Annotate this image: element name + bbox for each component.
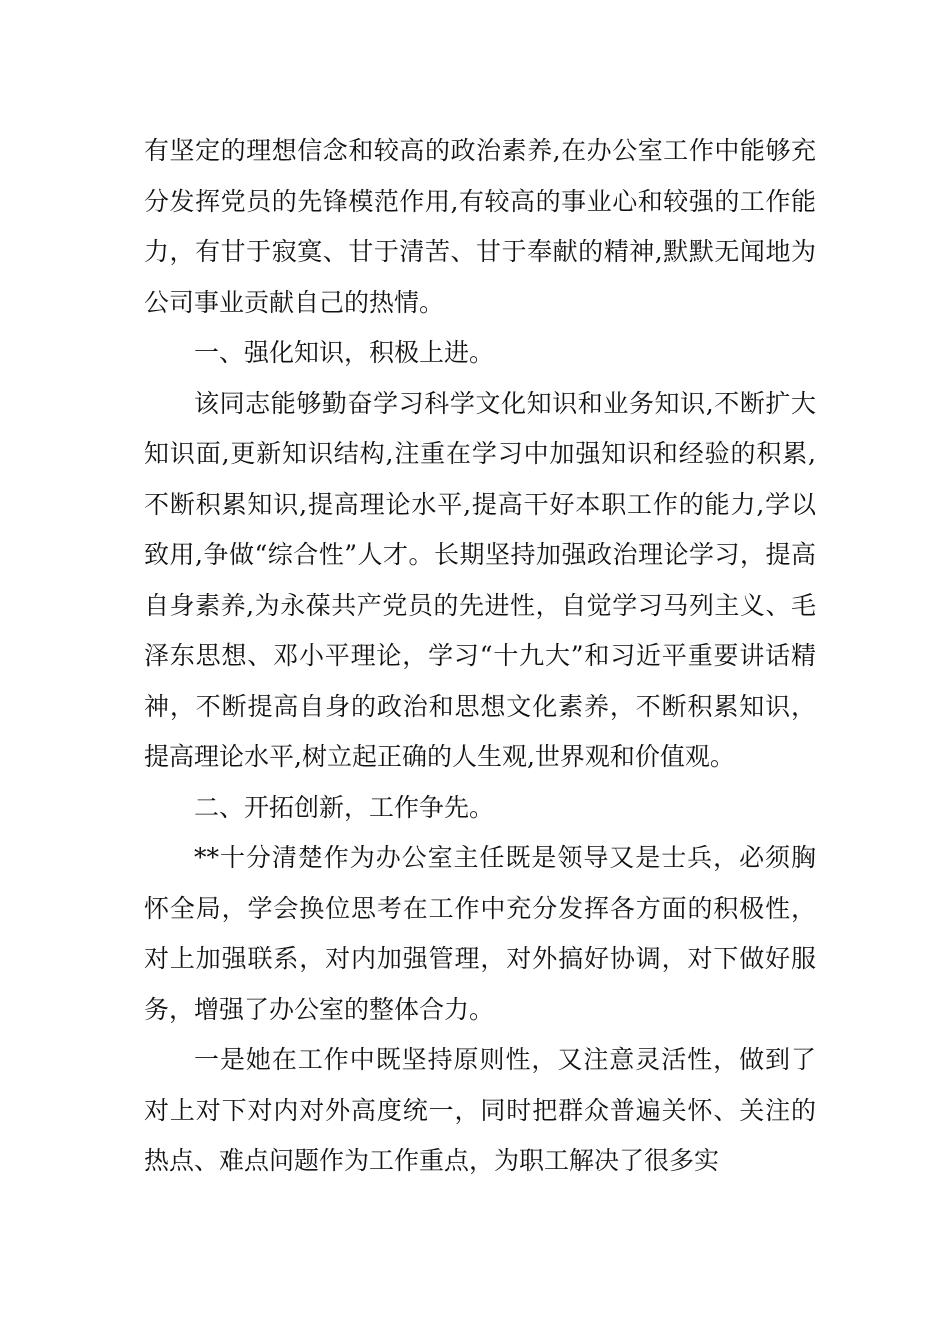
section-heading-2: 二、开拓创新，工作争先。 [194, 792, 495, 822]
body-paragraph-2: 该同志能够勤奋学习科学文化知识和业务知识,不断扩大知识面,更新知识结构,注重在学习中加强知识和经验的积累,不断积累知识,提高理论水平,提高干好本职工作的能力,学以致用,争做“综合性”人才。长期坚持加强政治理论学习，提高自身素养,为永葆共产党员的先进性，自觉学习马列主义、毛泽东思想、邓小平理论，学习“十九大”和习近平重要讲话精神，不断提高自身的政治和思想文化素养，不断积累知识，提高理论水平,树立起正确的人生观,世界观和价值观。 [144, 388, 816, 771]
body-paragraph-3: **十分清楚作为办公室主任既是领导又是士兵，必须胸怀全局，学会换位思考在工作中充分发挥各方面的积极性，对上加强联系，对内加强管理，对外搞好协调，对下做好服务，增强了办公室的整体合力。 [144, 843, 816, 1024]
document-body [144, 126, 816, 1187]
body-paragraph-1: 有坚定的理想信念和较高的政治素养,在办公室工作中能够充分发挥党员的先锋模范作用,有较高的事业心和较强的工作能力，有甘于寂寞、甘于清苦、甘于奉献的精神,默默无闻地为公司事业贡献自己的热情。 [144, 136, 816, 317]
body-paragraph-4: 一是她在工作中既坚持原则性，又注意灵活性，做到了对上对下对内对外高度统一，同时把群众普遍关怀、关注的热点、难点问题作为工作重点，为职工解决了很多实 [144, 1045, 816, 1175]
section-heading-1: 一、强化知识，积极上进。 [194, 338, 495, 367]
